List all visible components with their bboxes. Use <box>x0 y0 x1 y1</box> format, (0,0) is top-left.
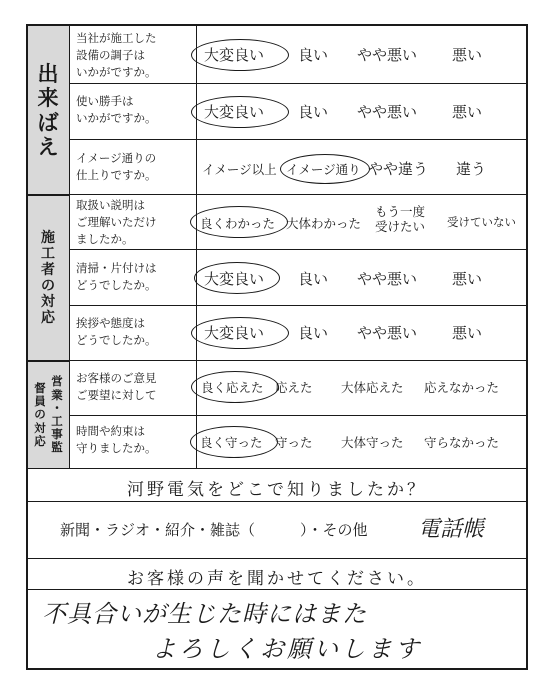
section-divider <box>28 589 526 590</box>
answer-option[interactable]: 応えなかった <box>424 380 500 395</box>
answer-option[interactable]: 違う <box>456 160 487 178</box>
answer-option[interactable]: 大体わかった <box>286 216 362 231</box>
answer-option[interactable]: 守った <box>275 435 313 450</box>
row-divider <box>70 83 526 84</box>
source-options: 新聞・ラジオ・紹介・雑誌（ ）・その他 <box>60 521 368 539</box>
answer-option[interactable]: やや悪い <box>357 324 418 342</box>
row-divider <box>70 305 526 306</box>
section-divider <box>28 501 526 502</box>
category-label-sales-a: 営 業 ・ 工 事 監 <box>51 374 63 455</box>
answer-option[interactable]: 良い <box>298 270 329 288</box>
question-5: 清掃・片付けは どうでしたか。 <box>76 261 157 292</box>
row-divider <box>28 194 526 195</box>
column-divider <box>196 26 197 469</box>
category-label-sales-b: 督 員 の 対 応 <box>34 380 46 448</box>
question-2: 使い勝手は いかがですか。 <box>76 94 157 125</box>
answer-option[interactable]: 大変良い <box>204 270 265 288</box>
answer-option[interactable]: もう一度 受けたい <box>375 204 426 234</box>
answer-option[interactable]: 良い <box>298 46 329 64</box>
answer-option[interactable]: やや違う <box>368 160 429 178</box>
answer-option[interactable]: 悪い <box>452 103 483 121</box>
answer-option[interactable]: 良い <box>298 103 329 121</box>
voice-heading: お客様の声を聞かせてください。 <box>127 569 427 589</box>
question-7: お客様のご意見 ご要望に対して <box>76 371 157 402</box>
question-3: イメージ通りの 仕上りですか。 <box>76 151 157 182</box>
answer-option[interactable]: 大変良い <box>204 46 265 64</box>
answer-option[interactable]: 大変良い <box>204 103 265 121</box>
row-divider <box>70 415 526 416</box>
voice-text-line-1[interactable]: 不具合いが生じた時にはまた <box>42 600 367 628</box>
question-4: 取扱い説明は ご理解いただけ ましたか。 <box>76 198 157 246</box>
answer-option[interactable]: 良くわかった <box>200 216 276 231</box>
question-6: 挨拶や態度は どうでしたか。 <box>76 316 157 347</box>
category-cell-builder <box>28 195 70 361</box>
answer-option[interactable]: 大変良い <box>204 324 265 342</box>
category-cell-sales <box>28 361 70 469</box>
question-1: 当社が施工した 設備の調子は いかがですか。 <box>76 31 157 79</box>
answer-option[interactable]: やや悪い <box>357 46 418 64</box>
category-cell-quality <box>28 26 70 195</box>
source-answer[interactable]: 電話帳 <box>418 517 485 542</box>
answer-option[interactable]: イメージ以上 <box>202 162 277 177</box>
answer-option[interactable]: 悪い <box>452 270 483 288</box>
answer-option[interactable]: 悪い <box>452 324 483 342</box>
answer-option[interactable]: イメージ通り <box>286 162 361 177</box>
answer-option[interactable]: 悪い <box>452 46 483 64</box>
section-divider <box>28 468 526 469</box>
answer-option[interactable]: 良く守った <box>200 435 263 450</box>
source-question: 河野電気をどこで知りましたか？ <box>127 480 427 500</box>
section-divider <box>28 558 526 559</box>
answer-option[interactable]: やや悪い <box>357 103 418 121</box>
answer-option[interactable]: 守らなかった <box>424 435 500 450</box>
survey-sheet <box>26 24 528 670</box>
category-label-builder: 施 工 者 の 対 応 <box>41 229 55 327</box>
row-divider <box>70 249 526 250</box>
answer-option[interactable]: 受けていない <box>447 215 516 229</box>
category-label-quality: 出 来 ば え <box>37 62 59 159</box>
answer-option[interactable]: 大体応えた <box>341 380 404 395</box>
row-divider <box>70 139 526 140</box>
answer-option[interactable]: 良い <box>298 324 329 342</box>
answer-option[interactable]: 応えた <box>275 380 313 395</box>
answer-option[interactable]: 良く応えた <box>201 380 264 395</box>
question-8: 時間や約束は 守りましたか。 <box>76 424 157 455</box>
voice-text-line-2[interactable]: よろしくお願いします <box>152 635 422 663</box>
row-divider <box>28 360 526 361</box>
answer-option[interactable]: やや悪い <box>357 270 418 288</box>
answer-option[interactable]: 大体守った <box>341 435 404 450</box>
